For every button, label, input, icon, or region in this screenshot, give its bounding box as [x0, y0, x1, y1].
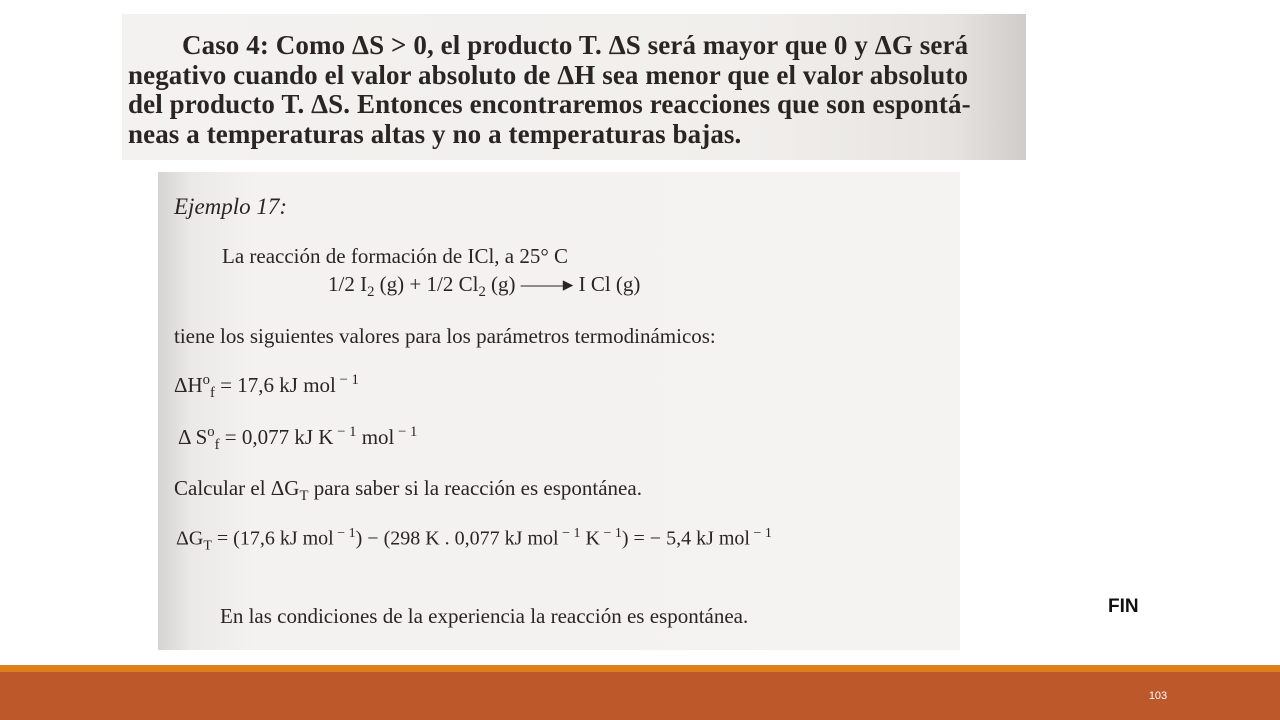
- slide-number: 103: [1148, 690, 1168, 702]
- result-exp-4: − 1: [749, 526, 772, 541]
- example-heading: Ejemplo 17:: [174, 194, 288, 219]
- reaction-rhs: I Cl (g): [573, 272, 641, 296]
- scanned-paragraph-caso-4: [122, 14, 1026, 160]
- delta-s-sup: o: [207, 424, 215, 440]
- reaction-lhs-1-state: (g) + 1/2 Cl: [374, 272, 479, 296]
- delta-h-line: [174, 372, 359, 402]
- reaction-equation: [328, 272, 640, 301]
- question-symbol: ΔG: [270, 476, 300, 500]
- reaction-lhs-1: 1/2 I: [328, 272, 368, 296]
- reaction-arrow-head: ▸: [562, 272, 574, 296]
- result-exp-1: − 1: [333, 526, 356, 541]
- paragraph-line-2: negativo cuando el valor absoluto de ΔH sea menor que el valor absoluto: [128, 60, 969, 90]
- result-part-4: ) = − 5,4 kJ mol: [621, 527, 750, 550]
- question-pre: Calcular el: [174, 476, 271, 500]
- result-part-1: = (17,6 kJ mol: [211, 527, 334, 550]
- delta-s-value: = 0,077 kJ K: [219, 425, 334, 449]
- result-sub: T: [203, 538, 212, 554]
- reaction-arrow: ——: [520, 272, 563, 296]
- scanned-example-17: [158, 172, 960, 650]
- question-line: [174, 476, 642, 505]
- result-symbol: ΔG: [176, 527, 204, 550]
- question-post: para saber si la reacción es espontánea.: [308, 476, 642, 500]
- paragraph-line-4: neas a temperaturas altas y no a temperaturas bajas.: [128, 119, 742, 149]
- paragraph-line-1: Caso 4: Como ΔS > 0, el producto T. ΔS será mayor que 0 y ΔG será: [182, 30, 969, 60]
- result-exp-2: − 1: [558, 526, 581, 541]
- delta-s-symbol: Δ S: [178, 425, 208, 449]
- example-intro: La reacción de formación de ICl, a 25° C: [222, 244, 569, 268]
- question-sub: T: [299, 488, 309, 505]
- delta-s-line: [178, 424, 417, 454]
- paragraph-line-3: del producto T. ΔS. Entonces encontraremos reacciones que son espontá-: [128, 89, 971, 119]
- footer-accent-line: [0, 665, 1280, 672]
- delta-s-exp-1: − 1: [333, 424, 357, 440]
- result-part-3: K: [580, 527, 600, 550]
- fin-label: FIN: [1108, 596, 1139, 617]
- reaction-sub-2: 2: [478, 284, 486, 301]
- delta-h-sub: f: [210, 385, 215, 402]
- reaction-sub-1: 2: [367, 284, 375, 301]
- result-part-2: ) − (298 K . 0,077 kJ mol: [355, 527, 559, 550]
- delta-h-symbol: ΔH: [174, 373, 203, 397]
- delta-s-sub: f: [214, 437, 220, 454]
- delta-h-sup: o: [202, 372, 211, 388]
- result-exp-3: − 1: [599, 526, 622, 541]
- delta-s-exp-2: − 1: [394, 424, 418, 440]
- example-statement: tiene los siguientes valores para los parámetros termodinámicos:: [174, 324, 716, 348]
- example-conclusion: En las condiciones de la experiencia la reacción es espontánea.: [220, 604, 749, 628]
- delta-s-unit-2: mol: [356, 425, 395, 449]
- footer-bar: [0, 672, 1280, 720]
- delta-h-value: = 17,6 kJ mol: [214, 373, 336, 397]
- reaction-lhs-2-state: (g): [485, 272, 521, 296]
- result-line: [176, 526, 772, 555]
- delta-h-exp: − 1: [335, 372, 359, 388]
